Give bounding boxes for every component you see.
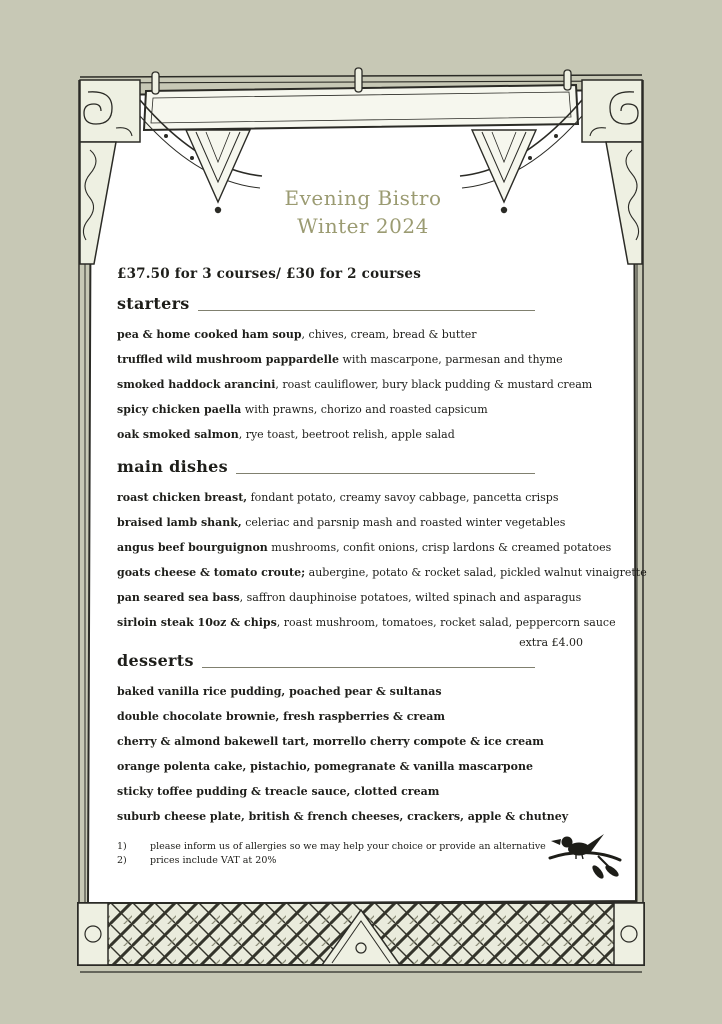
dish-name: pea & home cooked ham soup xyxy=(117,328,302,341)
dish-name: spicy chicken paella xyxy=(117,403,242,416)
dish-name: baked vanilla rice pudding, poached pear & sultanas xyxy=(117,685,442,698)
dish-description: , chives, cream, bread & butter xyxy=(301,328,477,341)
menu-item xyxy=(117,729,622,754)
menu-item xyxy=(117,804,622,829)
section-heading: starters xyxy=(117,294,190,313)
dish-description: celeriac and parsnip mash and roasted winter vegetables xyxy=(241,516,566,529)
footnote-text: prices include VAT at 20% xyxy=(150,855,277,866)
menu-item xyxy=(117,679,622,704)
section-main-dishes xyxy=(117,456,647,650)
dish-name: orange polenta cake, pistachio, pomegranate & vanilla mascarpone xyxy=(117,760,533,773)
price-line: £37.50 for 3 courses/ £30 for 2 courses xyxy=(117,266,421,282)
menu-title-line2: Winter 2024 xyxy=(297,214,429,238)
dish-name: suburb cheese plate, british & french cheeses, crackers, apple & chutney xyxy=(117,810,569,823)
footnote-number: 2) xyxy=(117,855,127,866)
menu-item xyxy=(117,560,647,585)
dish-name: smoked haddock arancini xyxy=(117,378,276,391)
supplement-note: extra £4.00 xyxy=(519,636,583,649)
footnote-text: please inform us of allergies so we may help your choice or provide an alternative xyxy=(150,841,546,852)
menu-item xyxy=(117,779,622,804)
menu-item xyxy=(117,347,622,372)
footnote xyxy=(117,840,546,854)
section-items xyxy=(117,322,622,447)
section-starters xyxy=(117,293,622,447)
top-banner xyxy=(144,68,578,130)
dish-description: , roast mushroom, tomatoes, rocket salad, peppercorn sauce xyxy=(276,616,616,629)
menu-item xyxy=(117,485,622,510)
footnote-number: 1) xyxy=(117,841,127,852)
menu-item xyxy=(117,422,622,447)
dish-description: , roast cauliflower, bury black pudding & mustard cream xyxy=(275,378,593,391)
dish-description: fondant potato, creamy savoy cabbage, pancetta crisps xyxy=(247,491,559,504)
menu-item xyxy=(117,510,622,535)
heading-rule xyxy=(236,473,535,474)
dish-description: mushrooms, confit onions, crisp lardons & creamed potatoes xyxy=(267,541,612,554)
dish-name: sirloin steak 10oz & chips xyxy=(117,616,277,629)
dish-name: roast chicken breast, xyxy=(117,491,248,504)
section-heading-row xyxy=(117,293,535,315)
dish-description: with prawns, chorizo and roasted capsicum xyxy=(241,403,488,416)
dish-description: with mascarpone, parmesan and thyme xyxy=(338,353,563,366)
section-desserts xyxy=(117,650,622,829)
menu-item xyxy=(117,372,622,397)
dish-name: truffled wild mushroom pappardelle xyxy=(117,353,339,366)
dish-name: oak smoked salmon xyxy=(117,428,239,441)
menu-title xyxy=(90,184,636,240)
dish-name: angus beef bourguignon xyxy=(117,541,268,554)
section-items xyxy=(117,679,622,829)
dish-description: , rye toast, beetroot relish, apple salad xyxy=(238,428,455,441)
dish-description: aubergine, potato & rocket salad, pickled walnut vinaigrette xyxy=(305,566,647,579)
dish-name: sticky toffee pudding & treacle sauce, clotted cream xyxy=(117,785,440,798)
bottom-knotwork-band xyxy=(78,903,644,972)
dish-name: braised lamb shank, xyxy=(117,516,242,529)
section-heading: main dishes xyxy=(117,457,228,476)
section-heading: desserts xyxy=(117,651,194,670)
menu-item xyxy=(117,397,622,422)
menu-item xyxy=(117,585,622,610)
menu-title-line1: Evening Bistro xyxy=(284,186,442,210)
dish-name: double chocolate brownie, fresh raspberries & cream xyxy=(117,710,445,723)
dish-name: cherry & almond bakewell tart, morrello cherry compote & ice cream xyxy=(117,735,544,748)
footnotes xyxy=(117,840,546,868)
section-heading-row xyxy=(117,650,535,672)
section-items xyxy=(117,485,647,650)
menu-item xyxy=(117,322,622,347)
dish-name: pan seared sea bass xyxy=(117,591,240,604)
heading-rule xyxy=(202,667,535,668)
menu-item xyxy=(117,535,622,560)
dish-description: , saffron dauphinoise potatoes, wilted spinach and asparagus xyxy=(239,591,582,604)
menu-item xyxy=(117,610,622,635)
footnote xyxy=(117,854,546,868)
dish-name: goats cheese & tomato croute; xyxy=(117,566,306,579)
section-heading-row xyxy=(117,456,535,478)
menu-item xyxy=(117,704,622,729)
menu-item xyxy=(117,754,622,779)
heading-rule xyxy=(198,310,535,311)
